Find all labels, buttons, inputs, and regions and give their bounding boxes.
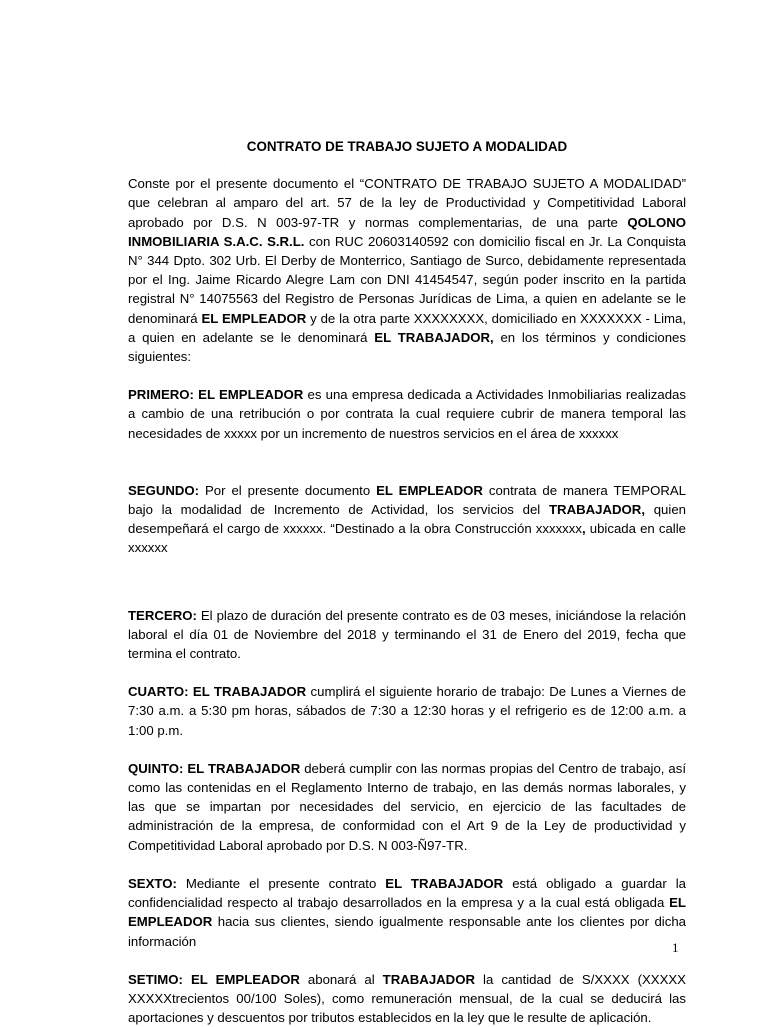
intro-paragraph xyxy=(128,174,686,366)
clause-text: El plazo de duración del presente contrato es de 03 meses, iniciándose la relación laboral el día 01 de Noviembre del 2018 y terminando el 31 de Enero del 2019, fecha que termina el contrato. xyxy=(128,607,686,662)
worker-term: EL TRABAJADOR xyxy=(385,875,504,891)
intro-text: en los términos y condiciones siguientes: xyxy=(128,329,686,365)
document-body xyxy=(128,137,686,1027)
clause-text: ubicada en calle xxxxxx xyxy=(128,521,686,556)
clause-text: Por el presente documento xyxy=(199,482,377,498)
clause-text: deberá cumplir con las normas propias del Centro de trabajo, así como las contenidas en el Reglamento Interno de trabajo, en las demás normas laborales, y las que se impartan por necesidades del servicio, en ejercicio de las facultades de administración de la empresa, de conformidad con el Art 9 de la Ley de productividad y Competitividad Laboral aprobado por D.S. N 003-Ñ97-TR. xyxy=(128,760,686,853)
clause-text: cumplirá el siguiente horario de trabajo: De Lunes a Viernes de 7:30 a.m. a 5:30 pm horas, sábados de 7:30 a 12:30 horas y el refrigerio es de 12:00 a.m. a 1:00 p.m. xyxy=(128,684,686,738)
clause-tercero xyxy=(128,606,686,664)
clause-text: abonará al xyxy=(299,971,383,987)
clause-label: SETIMO: EL EMPLEADOR xyxy=(128,971,300,987)
clause-label: TERCERO: xyxy=(128,607,197,623)
clause-label: CUARTO: EL TRABAJADOR xyxy=(128,684,307,700)
intro-text: con RUC 20603140592 con domicilio fiscal en Jr. La Conquista N° 344 Dpto. 302 Urb. El Derby de Monterrico, Santiago de Surco, debidamente representada por el Ing. Jaime Ricardo Alegre Lam con DNI 41454547, según poder inscrito en la partida registral N° 14075563 del Registro de Personas Jurídicas de Lima, a quien en adelante se le denominará xyxy=(128,233,686,326)
employer-term: EL EMPLEADOR xyxy=(198,387,304,403)
clause-text: está obligado a guardar la confidencialidad respecto al trabajo desarrollados en la empresa y a la cual está obligada xyxy=(128,875,687,911)
worker-term: TRABAJADOR xyxy=(382,971,475,987)
clause-quinto xyxy=(128,759,686,855)
employer-term: EL EMPLEADOR xyxy=(128,895,686,930)
page-number: 1 xyxy=(672,940,679,955)
clause-text: contrata de manera TEMPORAL bajo la modalidad de Incremento de Actividad, los servicios del xyxy=(128,482,686,518)
clause-cuarto xyxy=(128,682,686,740)
clause-segundo xyxy=(128,481,686,558)
clause-label: PRIMERO: xyxy=(128,387,194,403)
document-title: CONTRATO DE TRABAJO SUJETO A MODALIDAD xyxy=(246,139,568,154)
worker-term: EL TRABAJADOR, xyxy=(374,329,494,345)
intro-text: Conste por el presente documento el “CONTRATO DE TRABAJO SUJETO A MODALIDAD” que celebran al amparo del art. 57 de la ley de Productividad y Competitividad Laboral aprobado por D.S. N 003-97-TR y normas complementarias, de una parte xyxy=(128,176,686,230)
employer-term: EL EMPLEADOR xyxy=(201,310,307,326)
company-name: QOLONO INMOBILIARIA S.A.C. S.R.L. xyxy=(128,214,686,249)
clause-sexto xyxy=(128,874,686,951)
clause-text: Mediante el presente contrato xyxy=(176,875,386,891)
clause-label: QUINTO: EL TRABAJADOR xyxy=(128,760,301,776)
clause-primero xyxy=(128,385,686,443)
clause-text: es una empresa dedicada a Actividades Inmobiliarias realizadas a cambio de una retribución o por contrata la cual requiere cubrir de manera temporal las necesidades de xxxxx por un incremento de nuestros servicios en el área de xxxxxx xyxy=(128,387,686,441)
clause-label: SEGUNDO: xyxy=(128,482,200,498)
worker-term: TRABAJADOR, xyxy=(549,502,645,518)
employer-term: EL EMPLEADOR xyxy=(376,482,483,498)
clause-text: la cantidad de S/XXXX (XXXXX XXXXXtrecientos 00/100 Soles), como remuneración mensual, de la cual se deducirá las aportaciones y descuentos por tributos establecidos en la ley que le resulte de aplicación. xyxy=(128,971,686,1026)
clause-label: SEXTO: xyxy=(128,875,177,891)
intro-text: y de la otra parte XXXXXXXX, domiciliado en XXXXXXX - Lima, a quien en adelante se le denominará xyxy=(128,310,686,345)
clause-text: quien desempeñará el cargo de xxxxxx. “Destinado a la obra Construcción xxxxxxx xyxy=(128,502,686,537)
comma: , xyxy=(581,521,586,537)
clause-setimo xyxy=(128,970,686,1027)
clause-text: hacia sus clientes, siendo igualmente responsable ante los clientes por dicha información xyxy=(128,914,686,949)
